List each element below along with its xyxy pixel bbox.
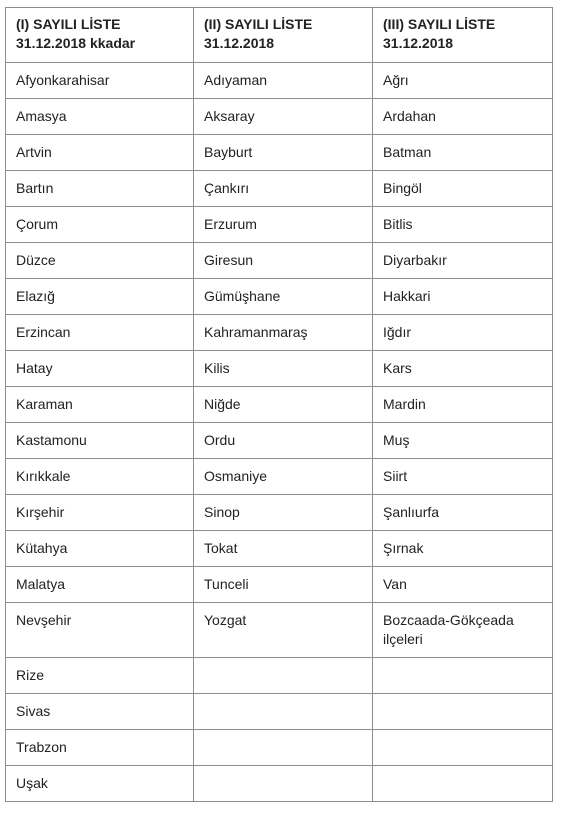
province-cell-list-3: Hakkari xyxy=(373,279,553,315)
table-row xyxy=(6,658,553,694)
province-cell-list-3: Bingöl xyxy=(373,171,553,207)
province-cell-list-3: Ardahan xyxy=(373,99,553,135)
province-cell-list-2 xyxy=(194,766,373,802)
province-cell-list-2: Gümüşhane xyxy=(194,279,373,315)
table-row xyxy=(6,99,553,135)
province-cell-list-1: Amasya xyxy=(6,99,194,135)
province-cell-list-3: Mardin xyxy=(373,387,553,423)
table-row xyxy=(6,279,553,315)
table-row xyxy=(6,315,553,351)
province-cell-list-2 xyxy=(194,658,373,694)
province-cell-list-3: Bitlis xyxy=(373,207,553,243)
table-row xyxy=(6,495,553,531)
province-cell-list-3: Kars xyxy=(373,351,553,387)
province-cell-list-2 xyxy=(194,694,373,730)
table-header-row xyxy=(6,8,553,63)
province-cell-list-3: Şırnak xyxy=(373,531,553,567)
province-cell-list-1: Trabzon xyxy=(6,730,194,766)
table-row xyxy=(6,207,553,243)
province-cell-list-3 xyxy=(373,658,553,694)
table-row xyxy=(6,531,553,567)
province-cell-list-3: Siirt xyxy=(373,459,553,495)
header-list-1 xyxy=(6,8,194,63)
province-cell-list-2: Tokat xyxy=(194,531,373,567)
table-row xyxy=(6,603,553,658)
province-cell-list-2: Bayburt xyxy=(194,135,373,171)
province-cell-list-1: Erzincan xyxy=(6,315,194,351)
province-cell-list-2: Osmaniye xyxy=(194,459,373,495)
province-cell-list-3: Bozcaada-Gökçeada ilçeleri xyxy=(373,603,553,658)
province-cell-list-2: Niğde xyxy=(194,387,373,423)
province-cell-list-1: Kastamonu xyxy=(6,423,194,459)
province-cell-list-3: Ağrı xyxy=(373,63,553,99)
province-cell-list-1: Artvin xyxy=(6,135,194,171)
province-cell-list-1: Afyonkarahisar xyxy=(6,63,194,99)
province-cell-list-2: Kahramanmaraş xyxy=(194,315,373,351)
province-list-table xyxy=(5,7,553,802)
province-cell-list-2 xyxy=(194,730,373,766)
province-cell-list-1: Kırıkkale xyxy=(6,459,194,495)
province-cell-list-2: Ordu xyxy=(194,423,373,459)
province-cell-list-3: Van xyxy=(373,567,553,603)
province-cell-list-2: Yozgat xyxy=(194,603,373,658)
header-list-2 xyxy=(194,8,373,63)
province-cell-list-1: Kütahya xyxy=(6,531,194,567)
table-row xyxy=(6,567,553,603)
table-body xyxy=(6,63,553,802)
province-cell-list-1: Nevşehir xyxy=(6,603,194,658)
table-row xyxy=(6,171,553,207)
province-cell-list-3: Şanlıurfa xyxy=(373,495,553,531)
header-list-1-title: (I) SAYILI LİSTE xyxy=(16,16,121,32)
province-cell-list-1: Düzce xyxy=(6,243,194,279)
province-cell-list-1: Uşak xyxy=(6,766,194,802)
table-row xyxy=(6,766,553,802)
province-cell-list-2: Adıyaman xyxy=(194,63,373,99)
province-cell-list-3: Muş xyxy=(373,423,553,459)
table-row xyxy=(6,135,553,171)
table-row xyxy=(6,387,553,423)
province-cell-list-2: Erzurum xyxy=(194,207,373,243)
province-cell-list-1: Elazığ xyxy=(6,279,194,315)
header-list-1-date: 31.12.2018 kkadar xyxy=(16,35,136,51)
province-cell-list-1: Hatay xyxy=(6,351,194,387)
province-cell-list-1: Kırşehir xyxy=(6,495,194,531)
province-cell-list-2: Sinop xyxy=(194,495,373,531)
province-cell-list-3: Iğdır xyxy=(373,315,553,351)
header-list-3-date: 31.12.2018 xyxy=(383,35,454,51)
table-row xyxy=(6,423,553,459)
province-cell-list-3 xyxy=(373,766,553,802)
province-cell-list-2: Aksaray xyxy=(194,99,373,135)
table-row xyxy=(6,459,553,495)
header-list-3-title: (III) SAYILI LİSTE xyxy=(383,16,496,32)
province-cell-list-2: Giresun xyxy=(194,243,373,279)
province-cell-list-1: Rize xyxy=(6,658,194,694)
table-row xyxy=(6,63,553,99)
province-cell-list-1: Bartın xyxy=(6,171,194,207)
table-row xyxy=(6,351,553,387)
province-cell-list-1: Malatya xyxy=(6,567,194,603)
table-row xyxy=(6,730,553,766)
header-list-2-title: (II) SAYILI LİSTE xyxy=(204,16,313,32)
province-cell-list-1: Sivas xyxy=(6,694,194,730)
table-row xyxy=(6,694,553,730)
province-cell-list-2: Tunceli xyxy=(194,567,373,603)
province-cell-list-3 xyxy=(373,730,553,766)
province-cell-list-3: Diyarbakır xyxy=(373,243,553,279)
province-cell-list-1: Karaman xyxy=(6,387,194,423)
province-cell-list-1: Çorum xyxy=(6,207,194,243)
header-list-3 xyxy=(373,8,553,63)
province-cell-list-3: Batman xyxy=(373,135,553,171)
province-cell-list-2: Kilis xyxy=(194,351,373,387)
province-cell-list-2: Çankırı xyxy=(194,171,373,207)
table-row xyxy=(6,243,553,279)
header-list-2-date: 31.12.2018 xyxy=(204,35,275,51)
province-cell-list-3 xyxy=(373,694,553,730)
